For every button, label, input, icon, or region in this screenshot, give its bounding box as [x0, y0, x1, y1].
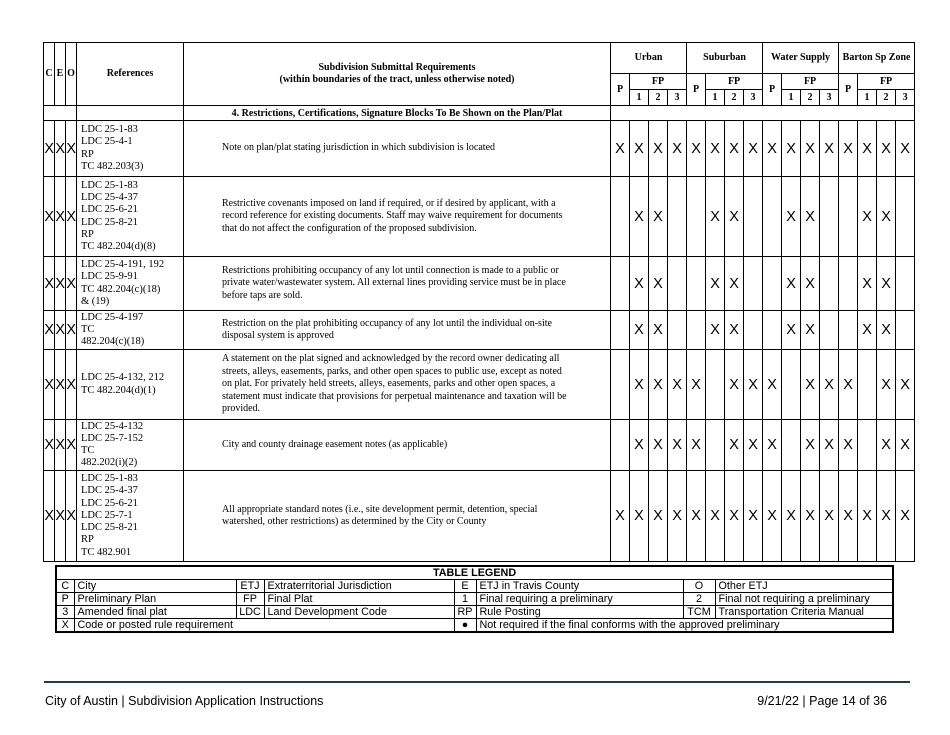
requirement-mark: X	[877, 121, 896, 177]
requirement-mark: X	[725, 471, 744, 562]
requirement-mark: X	[630, 177, 649, 257]
section-spacer	[77, 106, 184, 121]
requirement-mark: X	[782, 121, 801, 177]
requirement-mark: X	[763, 420, 782, 471]
jurisdiction-mark: X	[66, 121, 77, 177]
jurisdiction-mark: X	[55, 121, 66, 177]
legend-meaning: Other ETJ	[715, 580, 893, 593]
requirement-mark: X	[820, 471, 839, 562]
reference-line: LDC 25-7-152	[81, 432, 144, 444]
reference-line: TC 482.204(d)(8)	[81, 240, 156, 252]
table-row	[44, 121, 915, 177]
requirement-mark: X	[801, 257, 820, 311]
requirement-mark	[668, 311, 687, 350]
reference-line: RP	[81, 148, 94, 160]
jurisdiction-mark: X	[44, 177, 55, 257]
requirement-mark	[896, 311, 915, 350]
header-fp-2: 2	[877, 90, 896, 106]
requirement-mark: X	[820, 350, 839, 420]
description-line: statement must indicate that provisions for perpetual maintenance and taxation will be	[222, 390, 567, 402]
requirement-mark: X	[896, 121, 915, 177]
requirement-mark: X	[877, 177, 896, 257]
requirement-mark: X	[877, 471, 896, 562]
table-row	[44, 177, 915, 257]
requirement-mark: X	[630, 350, 649, 420]
reference-line: RP	[81, 228, 94, 240]
requirement-mark	[706, 420, 725, 471]
jurisdiction-mark: X	[44, 471, 55, 562]
description-line: record reference for existing documents. Staff may waive requirement for documents	[222, 210, 563, 222]
requirement-mark: X	[839, 350, 858, 420]
jurisdiction-mark: X	[66, 350, 77, 420]
jurisdiction-mark: X	[44, 311, 55, 350]
footer-page-info: 9/21/22 | Page 14 of 36	[757, 694, 887, 708]
reference-line: LDC 25-1-83	[81, 473, 138, 485]
legend-title: TABLE LEGEND	[56, 566, 893, 580]
requirement-mark	[611, 350, 630, 420]
jurisdiction-mark: X	[44, 257, 55, 311]
legend-row	[56, 606, 893, 619]
header-fp: FP	[630, 74, 687, 90]
reference-line: TC	[81, 445, 95, 456]
legend-meaning: Rule Posting	[476, 606, 683, 619]
requirement-description	[184, 420, 611, 471]
legend-meaning: Extraterritorial Jurisdiction	[264, 580, 454, 593]
jurisdiction-mark: X	[55, 471, 66, 562]
requirement-mark	[896, 257, 915, 311]
requirement-mark: X	[858, 471, 877, 562]
jurisdiction-mark: X	[55, 177, 66, 257]
requirement-mark: X	[725, 350, 744, 420]
jurisdiction-mark: X	[66, 420, 77, 471]
requirement-mark: X	[706, 311, 725, 350]
requirement-mark: X	[839, 121, 858, 177]
description-line: private water/wastewater system. All external lines providing service must be in place	[222, 277, 566, 289]
legend-meaning: City	[74, 580, 236, 593]
requirement-mark: X	[801, 350, 820, 420]
requirement-mark: X	[763, 350, 782, 420]
requirement-mark: X	[611, 121, 630, 177]
requirement-mark: X	[725, 420, 744, 471]
zone-suburban: Suburban	[687, 43, 763, 74]
requirement-mark	[763, 311, 782, 350]
header-fp-3: 3	[896, 90, 915, 106]
header-fp-2: 2	[725, 90, 744, 106]
legend-meaning: Land Development Code	[264, 606, 454, 619]
jurisdiction-mark: X	[66, 471, 77, 562]
requirement-mark: X	[725, 257, 744, 311]
reference-line: TC 482.204(d)(1)	[81, 384, 156, 396]
header-fp-1: 1	[858, 90, 877, 106]
requirement-mark: X	[858, 311, 877, 350]
requirement-mark: X	[896, 350, 915, 420]
jurisdiction-mark: X	[44, 350, 55, 420]
legend-meaning: Final Plat	[264, 593, 454, 606]
requirement-mark: X	[725, 177, 744, 257]
requirement-mark: X	[706, 177, 725, 257]
requirement-mark	[858, 420, 877, 471]
reference-line: TC 482.204(c)(18)	[81, 283, 161, 295]
legend-symbol: C	[56, 580, 74, 593]
reference-line: LDC 25-4-132	[81, 420, 144, 432]
reference-line: LDC 25-6-21	[81, 204, 138, 216]
requirement-mark: X	[668, 350, 687, 420]
reference-line: LDC 25-4-37	[81, 485, 138, 497]
requirement-mark: X	[858, 257, 877, 311]
description-line: streets, alleys, easements, parks, and other open spaces to public use, except as noted	[222, 365, 562, 377]
legend-symbol: RP	[454, 606, 476, 619]
jurisdiction-mark: X	[66, 177, 77, 257]
requirement-mark: X	[611, 471, 630, 562]
requirement-mark	[820, 177, 839, 257]
requirement-mark: X	[630, 311, 649, 350]
header-c: C	[44, 43, 55, 106]
requirement-mark: X	[630, 471, 649, 562]
table-row	[44, 257, 915, 311]
header-fp-3: 3	[820, 90, 839, 106]
reference-line: LDC 25-8-21	[81, 216, 138, 228]
legend-row	[56, 593, 893, 606]
requirement-mark: X	[782, 471, 801, 562]
requirement-mark: X	[649, 257, 668, 311]
jurisdiction-mark: X	[44, 121, 55, 177]
header-o: O	[66, 43, 77, 106]
requirement-mark	[611, 311, 630, 350]
requirement-description	[184, 257, 611, 311]
description-line: City and county drainage easement notes (as applicable)	[222, 438, 448, 450]
jurisdiction-mark: X	[55, 420, 66, 471]
legend-symbol: E	[454, 580, 476, 593]
requirement-mark: X	[668, 471, 687, 562]
requirement-mark: X	[839, 420, 858, 471]
header-fp: FP	[706, 74, 763, 90]
requirement-mark: X	[725, 121, 744, 177]
legend-symbol: 1	[454, 593, 476, 606]
legend-meaning: Not required if the final conforms with the approved preliminary	[476, 619, 893, 633]
requirement-mark: X	[877, 257, 896, 311]
table-legend	[55, 565, 894, 633]
header-fp: FP	[782, 74, 839, 90]
requirement-mark	[744, 177, 763, 257]
reference-line: TC 482.901	[81, 546, 132, 558]
submittal-requirements-table	[43, 42, 915, 562]
requirement-mark: X	[649, 471, 668, 562]
header-references: References	[77, 43, 184, 106]
requirement-mark: X	[630, 257, 649, 311]
requirement-mark: X	[744, 121, 763, 177]
header-p: P	[839, 74, 858, 106]
reference-line: LDC 25-7-1	[81, 509, 133, 521]
zone-water-supply: Water Supply	[763, 43, 839, 74]
description-line: Restrictive covenants imposed on land if required, or if desired by applicant, with a	[222, 197, 556, 209]
requirement-mark: X	[706, 471, 725, 562]
header-requirements	[184, 43, 611, 106]
legend-symbol: X	[56, 619, 74, 633]
requirement-mark: X	[782, 177, 801, 257]
header-p: P	[763, 74, 782, 106]
jurisdiction-mark: X	[55, 257, 66, 311]
header-fp-3: 3	[668, 90, 687, 106]
reference-line: LDC 25-4-191, 192	[81, 259, 165, 271]
requirement-mark: X	[858, 121, 877, 177]
description-line: Note on plan/plat stating jurisdiction in which subdivision is located	[222, 142, 496, 154]
references-cell	[77, 350, 184, 420]
description-line: disposal system is approved	[222, 330, 334, 341]
reference-line: LDC 25-4-132, 212	[81, 372, 165, 384]
requirement-mark: X	[820, 121, 839, 177]
legend-symbol: FP	[236, 593, 264, 606]
reference-line: LDC 25-4-1	[81, 136, 133, 148]
references-cell	[77, 177, 184, 257]
requirement-mark: X	[763, 121, 782, 177]
reference-line: TC	[81, 323, 95, 335]
legend-symbol: LDC	[236, 606, 264, 619]
table-row	[44, 471, 915, 562]
requirement-mark	[744, 311, 763, 350]
legend-meaning: Code or posted rule requirement	[74, 619, 454, 633]
requirement-mark	[668, 177, 687, 257]
requirement-mark: X	[801, 311, 820, 350]
jurisdiction-mark: X	[66, 257, 77, 311]
requirement-mark: X	[668, 121, 687, 177]
requirement-mark	[820, 311, 839, 350]
legend-meaning: Final not requiring a preliminary	[715, 593, 893, 606]
requirement-mark: X	[649, 420, 668, 471]
header-e: E	[55, 43, 66, 106]
header-fp-3: 3	[744, 90, 763, 106]
requirement-mark: X	[744, 420, 763, 471]
footer-title: City of Austin | Subdivision Application Instructions	[45, 694, 324, 708]
legend-bullet-symbol: ●	[454, 619, 476, 633]
legend-row	[56, 580, 893, 593]
requirement-mark: X	[801, 471, 820, 562]
table-row	[44, 420, 915, 471]
legend-symbol: P	[56, 593, 74, 606]
requirement-mark: X	[706, 257, 725, 311]
header-requirements-subtitle: (within boundaries of the tract, unless otherwise noted)	[279, 74, 515, 85]
requirement-mark	[668, 257, 687, 311]
header-fp-2: 2	[649, 90, 668, 106]
requirement-mark: X	[801, 420, 820, 471]
legend-meaning: Amended final plat	[74, 606, 236, 619]
footer-rule	[44, 681, 910, 683]
zone-barton-springs: Barton Sp Zone	[839, 43, 915, 74]
reference-line: LDC 25-1-83	[81, 179, 138, 191]
requirement-mark: X	[706, 121, 725, 177]
references-cell	[77, 257, 184, 311]
requirement-description	[184, 471, 611, 562]
legend-row	[56, 619, 893, 633]
requirement-mark: X	[649, 311, 668, 350]
requirement-mark: X	[896, 471, 915, 562]
reference-line: 482.202(i)(2)	[81, 457, 138, 469]
requirement-mark: X	[687, 420, 706, 471]
requirement-mark	[782, 350, 801, 420]
requirement-mark: X	[820, 420, 839, 471]
requirement-mark	[763, 177, 782, 257]
legend-symbol: TCM	[683, 606, 715, 619]
requirement-mark: X	[877, 350, 896, 420]
reference-line: LDC 25-4-37	[81, 192, 138, 204]
requirement-mark	[687, 257, 706, 311]
requirement-mark	[782, 420, 801, 471]
requirement-description	[184, 311, 611, 350]
requirement-mark: X	[763, 471, 782, 562]
requirement-mark: X	[877, 311, 896, 350]
requirement-mark	[763, 257, 782, 311]
description-line: before taps are sold.	[222, 289, 303, 301]
header-fp: FP	[858, 74, 915, 90]
table-body	[44, 106, 915, 562]
requirement-mark	[744, 257, 763, 311]
jurisdiction-mark: X	[55, 311, 66, 350]
reference-line: RP	[81, 534, 94, 546]
reference-line: TC 482.203(3)	[81, 160, 144, 172]
header-p: P	[611, 74, 630, 106]
requirement-mark	[839, 257, 858, 311]
requirement-mark: X	[649, 121, 668, 177]
reference-line: LDC 25-4-197	[81, 311, 144, 323]
requirement-mark	[611, 420, 630, 471]
section-title: 4. Restrictions, Certifications, Signature Blocks To Be Shown on the Plan/Plat	[184, 106, 611, 121]
references-cell	[77, 311, 184, 350]
description-line: Restriction on the plat prohibiting occupancy of any lot until the individual on-site	[222, 317, 552, 329]
table-row	[44, 350, 915, 420]
requirement-mark: X	[858, 177, 877, 257]
legend-meaning: Transportation Criteria Manual	[715, 606, 893, 619]
jurisdiction-mark: X	[44, 420, 55, 471]
header-fp-1: 1	[630, 90, 649, 106]
reference-line: LDC 25-9-91	[81, 271, 138, 283]
requirement-mark	[820, 257, 839, 311]
requirement-mark: X	[782, 311, 801, 350]
header-fp-2: 2	[801, 90, 820, 106]
requirement-mark: X	[668, 420, 687, 471]
header-p: P	[687, 74, 706, 106]
requirement-mark: X	[839, 471, 858, 562]
reference-line: LDC 25-1-83	[81, 124, 138, 136]
requirement-description	[184, 350, 611, 420]
requirement-mark: X	[630, 121, 649, 177]
legend-meaning: ETJ in Travis County	[476, 580, 683, 593]
references-cell	[77, 420, 184, 471]
requirement-mark	[858, 350, 877, 420]
legend-symbol: 3	[56, 606, 74, 619]
requirement-mark: X	[649, 177, 668, 257]
header-fp-1: 1	[782, 90, 801, 106]
requirement-mark	[839, 177, 858, 257]
references-cell	[77, 121, 184, 177]
requirement-mark: X	[744, 350, 763, 420]
legend-symbol: 2	[683, 593, 715, 606]
header-requirements-title: Subdivision Submittal Requirements	[318, 62, 476, 73]
requirement-mark	[839, 311, 858, 350]
legend-symbol: ETJ	[236, 580, 264, 593]
description-line: All appropriate standard notes (i.e., site development permit, detention, special	[222, 503, 538, 515]
description-line: that do not affect the configuration of the proposed subdivision.	[222, 222, 477, 234]
requirement-mark	[687, 311, 706, 350]
references-cell	[77, 471, 184, 562]
requirement-mark: X	[782, 257, 801, 311]
description-line: watershed, other restrictions) as determined by the City or County	[222, 516, 487, 527]
requirement-description	[184, 121, 611, 177]
legend-meaning: Preliminary Plan	[74, 593, 236, 606]
description-line: Restrictions prohibiting occupancy of any lot until connection is made to a public or	[222, 264, 559, 276]
requirement-mark: X	[744, 471, 763, 562]
section-spacer	[44, 106, 77, 121]
legend-symbol: O	[683, 580, 715, 593]
table-header	[44, 43, 915, 106]
requirement-mark: X	[801, 121, 820, 177]
requirement-mark: X	[801, 177, 820, 257]
reference-line: 482.204(c)(18)	[81, 336, 145, 348]
requirement-mark	[611, 257, 630, 311]
requirement-mark: X	[687, 121, 706, 177]
requirement-mark: X	[877, 420, 896, 471]
reference-line: LDC 25-8-21	[81, 522, 138, 534]
requirement-mark	[611, 177, 630, 257]
requirement-mark: X	[687, 350, 706, 420]
requirement-description	[184, 177, 611, 257]
description-line: on plat. For privately held streets, alleys, easements, parks and other open spaces, a	[222, 378, 556, 390]
requirement-mark: X	[630, 420, 649, 471]
requirement-mark	[706, 350, 725, 420]
legend-meaning: Final requiring a preliminary	[476, 593, 683, 606]
description-line: provided.	[222, 403, 261, 415]
requirement-mark: X	[687, 471, 706, 562]
requirement-mark: X	[896, 420, 915, 471]
jurisdiction-mark: X	[55, 350, 66, 420]
requirement-mark	[896, 177, 915, 257]
description-line: A statement on the plat signed and acknowledged by the record owner dedicating all	[222, 353, 560, 365]
requirement-mark: X	[649, 350, 668, 420]
table-row	[44, 311, 915, 350]
reference-line: & (19)	[81, 295, 110, 307]
section-spacer	[611, 106, 915, 121]
zone-urban: Urban	[611, 43, 687, 74]
header-fp-1: 1	[706, 90, 725, 106]
reference-line: LDC 25-6-21	[81, 497, 138, 509]
requirement-mark	[687, 177, 706, 257]
jurisdiction-mark: X	[66, 311, 77, 350]
requirement-mark: X	[725, 311, 744, 350]
